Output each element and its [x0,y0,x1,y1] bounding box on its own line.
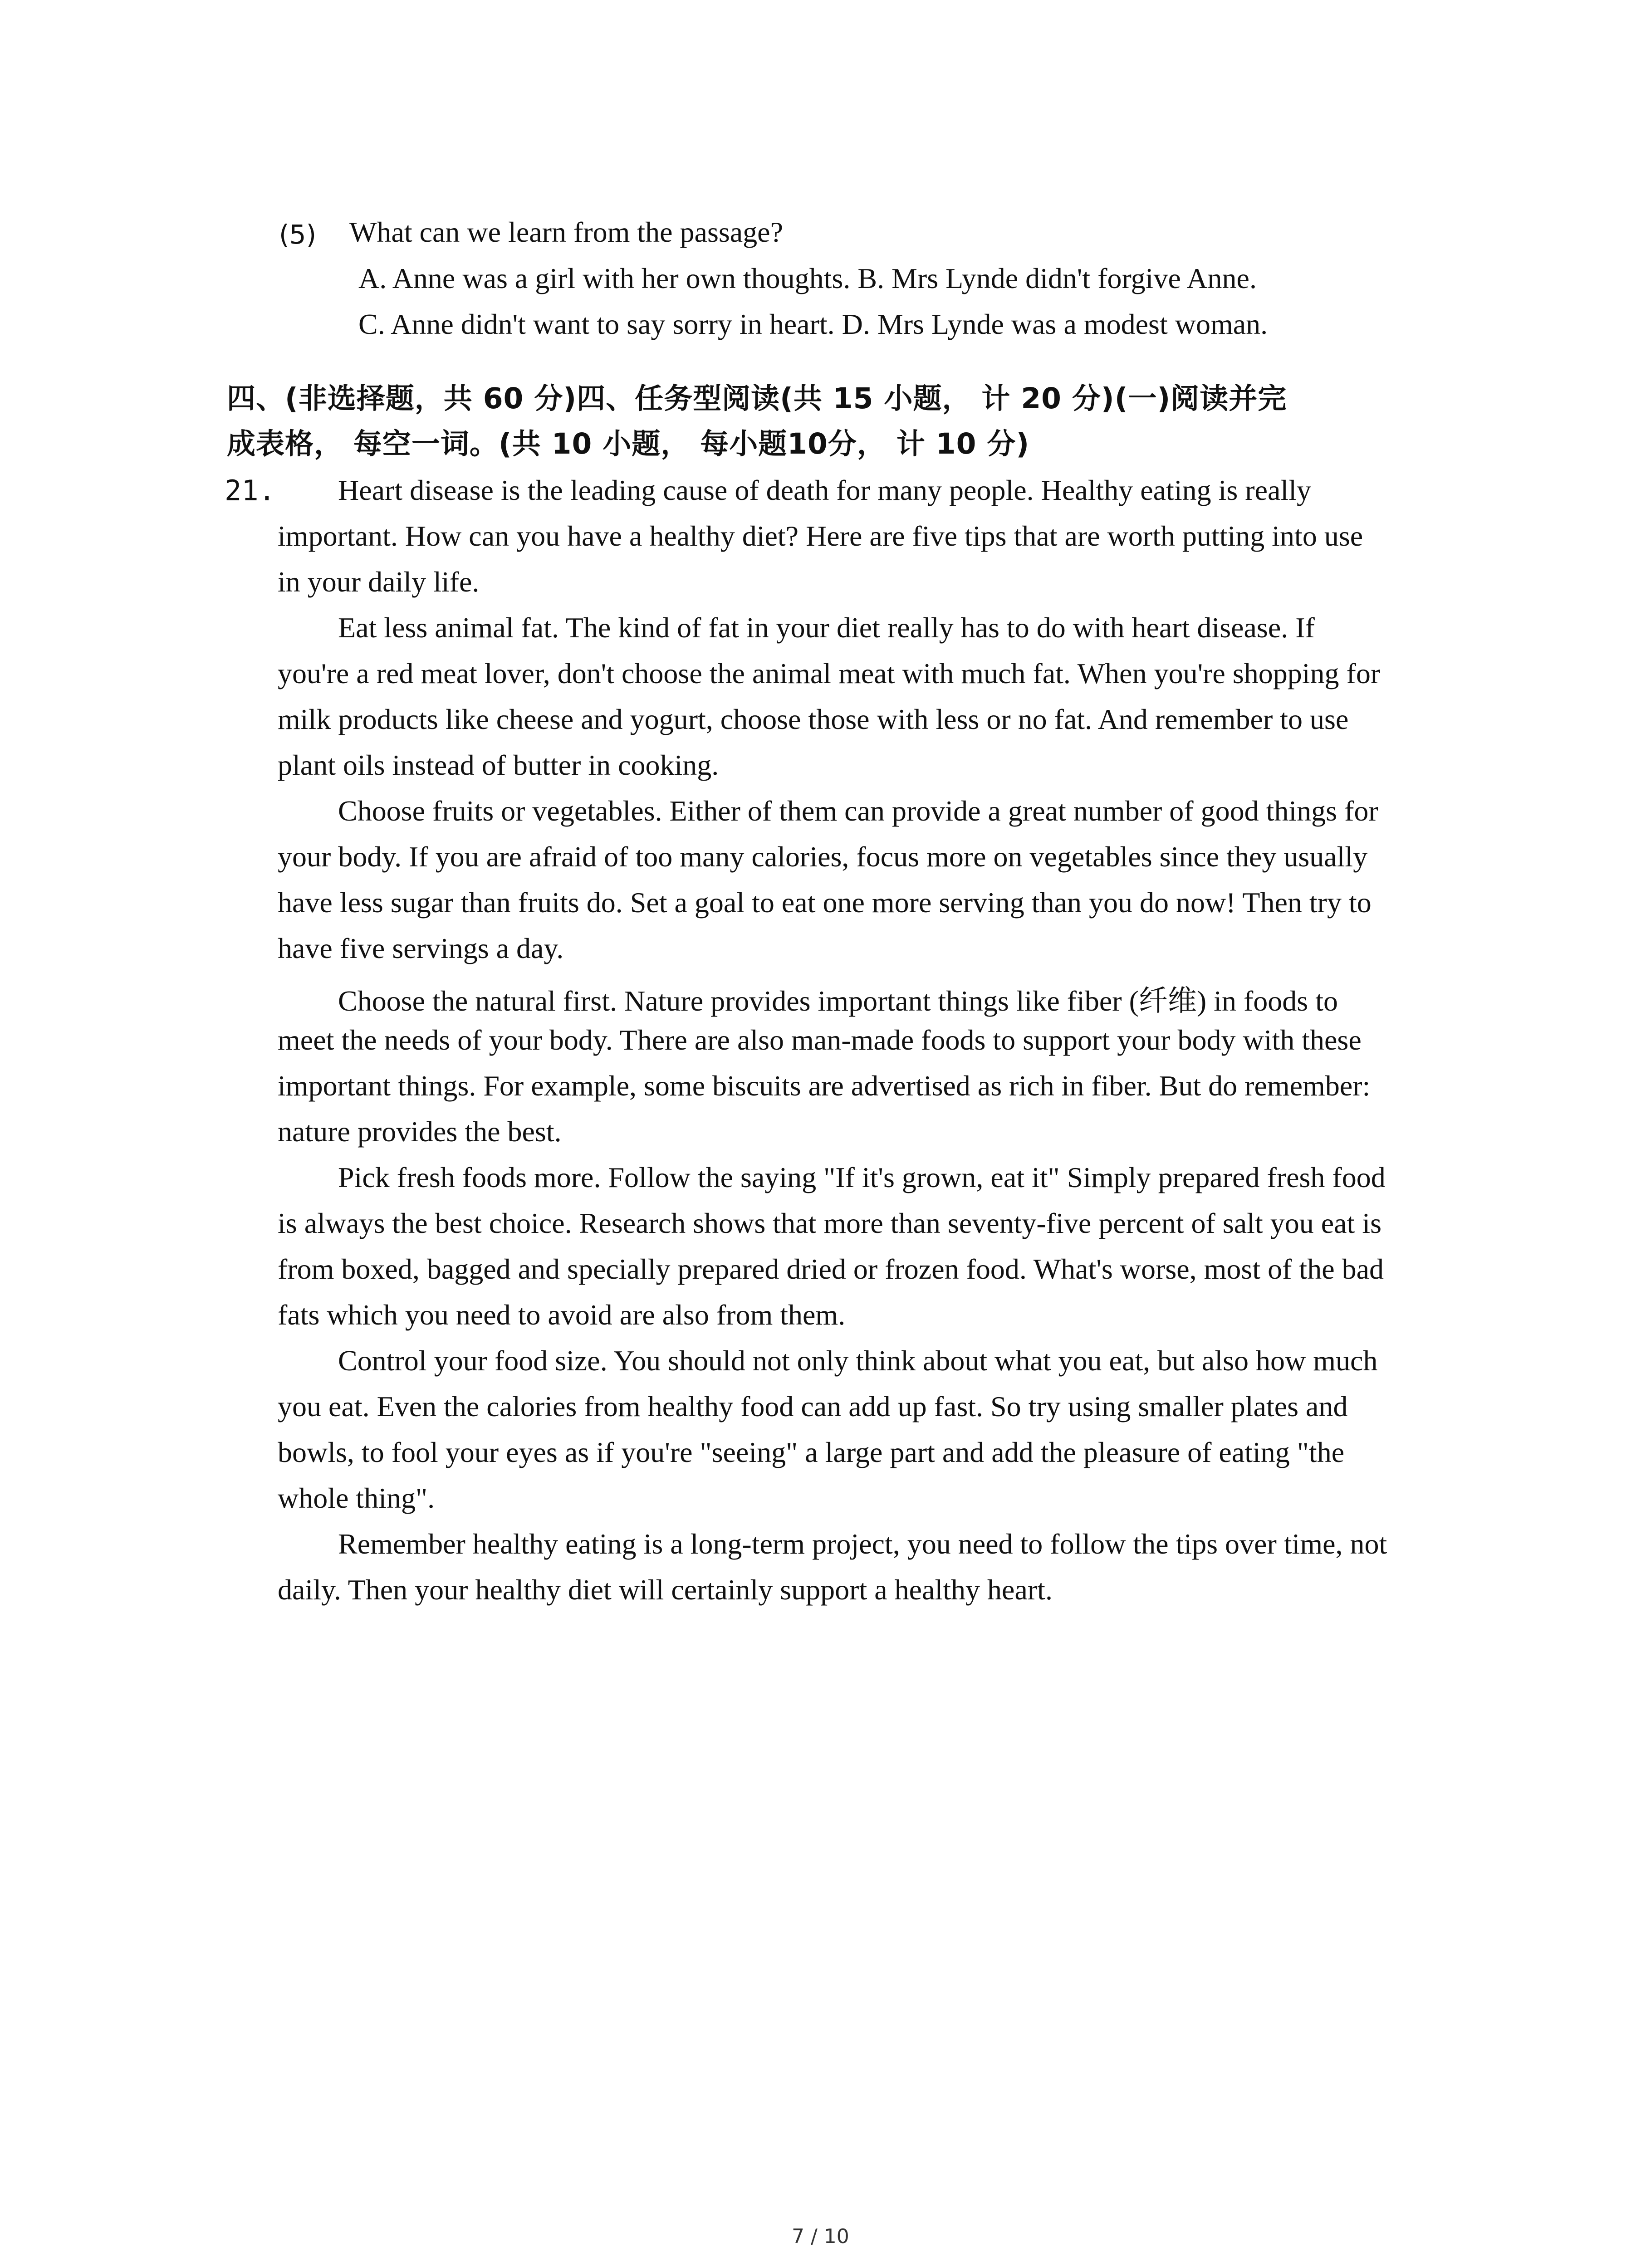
question-5-options-line-2: C. Anne didn't want to say sorry in heart. D. Mrs Lynde was a modest woman. [358,308,1268,340]
passage-line: Control your food size. You should not only think about what you eat, but also how much [338,1344,1378,1377]
passage-line: in your daily life. [278,566,480,598]
passage-line: plant oils instead of butter in cooking. [278,749,719,781]
passage-line: bowls, to fool your eyes as if you're "seeing" a large part and add the pleasure of eating "the [278,1436,1345,1468]
question-5-stem: What can we learn from the passage? [349,216,783,248]
passage-line: meet the needs of your body. There are also man-made foods to support your body with these [278,1024,1362,1056]
passage-line: nature provides the best. [278,1115,562,1148]
passage-line: whole thing". [278,1482,435,1514]
passage-line: Heart disease is the leading cause of death for many people. Healthy eating is really [338,474,1311,506]
passage-line: milk products like cheese and yogurt, choose those with less or no fat. And remember to use [278,703,1349,735]
passage-line: important. How can you have a healthy diet? Here are five tips that are worth putting into use [278,520,1363,552]
passage-line: Pick fresh foods more. Follow the saying "If it's grown, eat it" Simply prepared fresh food [338,1161,1386,1193]
passage-line: is always the best choice. Research shows that more than seventy-five percent of salt you eat is [278,1207,1381,1239]
passage-line: daily. Then your healthy diet will certainly support a healthy heart. [278,1574,1053,1606]
passage-line: Remember healthy eating is a long-term project, you need to follow the tips over time, not [338,1528,1387,1560]
passage-line: Eat less animal fat. The kind of fat in your diet really has to do with heart disease. If [338,611,1315,644]
passage-line: you eat. Even the calories from healthy food can add up fast. So try using smaller plates and [278,1390,1348,1422]
passage-line: you're a red meat lover, don't choose the animal meat with much fat. When you're shopping for [278,657,1381,689]
passage-line: from boxed, bagged and specially prepared dried or frozen food. What's worse, most of the bad [278,1253,1384,1285]
passage-line: Choose fruits or vegetables. Either of them can provide a great number of good things for [338,795,1378,827]
question-5-options-line-1: A. Anne was a girl with her own thoughts. B. Mrs Lynde didn't forgive Anne. [358,262,1257,294]
passage-line: fats which you need to avoid are also from them. [278,1299,846,1331]
section-heading-line-2: 成表格， 每空一词。(共 10 小题， 每小题10分， 计 10 分) [227,427,1030,460]
passage-number: 21. [225,474,275,507]
passage-line: have less sugar than fruits do. Set a goal to eat one more serving than you do now! Then try to [278,886,1372,919]
question-5-number: (5) [279,219,317,250]
passage-line: important things. For example, some biscuits are advertised as rich in fiber. But do remember: [278,1070,1371,1102]
section-heading-line-1: 四、(非选择题，共 60 分)四、任务型阅读(共 15 小题， 计 20 分)(一)阅读并完 [227,382,1287,415]
page-number: 7 / 10 [792,2225,849,2248]
passage-line: Choose the natural first. Nature provides important things like fiber (纤维) in foods to [338,985,1338,1017]
passage-line: your body. If you are afraid of too many calories, focus more on vegetables since they usually [278,841,1368,873]
passage-line: have five servings a day. [278,932,564,964]
